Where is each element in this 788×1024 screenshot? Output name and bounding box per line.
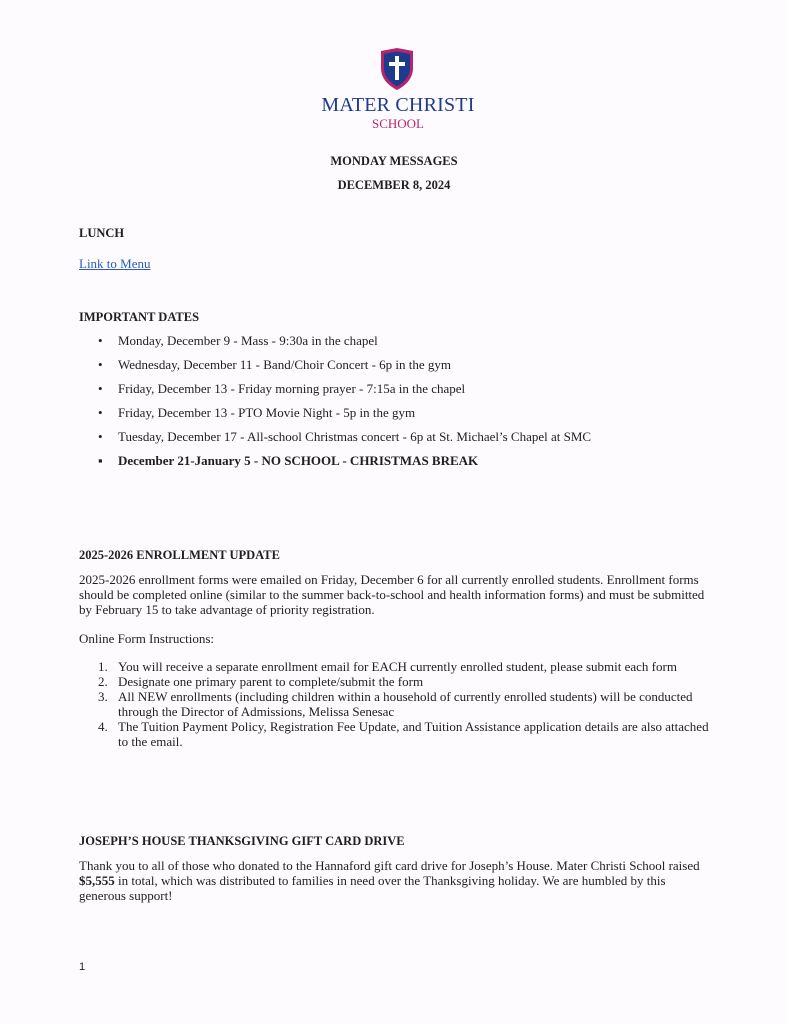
bullet: •	[98, 405, 103, 420]
logo-school-name: MATER CHRISTI	[321, 94, 475, 116]
date-item	[79, 405, 719, 429]
instruction-step-text: Designate one primary parent to complete/submit the form	[118, 674, 424, 689]
logo-school-subtitle: SCHOOL	[371, 116, 424, 131]
instruction-step-text: All NEW enrollments (including children within a household of currently enrolled students) will be conducted through the Director of Admissions, Melissa Senesac	[118, 689, 693, 719]
date-item	[79, 333, 719, 357]
bullet: •	[98, 333, 103, 348]
bullet: •	[98, 429, 103, 444]
gift-drive-amount: $5,555	[79, 873, 115, 888]
page-title: MONDAY MESSAGES	[330, 154, 458, 168]
date-item-text: Monday, December 9 - Mass - 9:30a in the chapel	[118, 333, 378, 348]
school-logo	[318, 48, 478, 132]
date-item-break	[79, 453, 719, 477]
instruction-step: 3. All NEW enrollments (including children within a household of currently enrolled students) will be conducted through the Director of Admissions, Melissa Senesac	[98, 689, 693, 719]
date-item-text: Wednesday, December 11 - Band/Choir Concert - 6p in the gym	[118, 357, 452, 372]
date-item-text: Tuesday, December 17 - All-school Christmas concert - 6p at St. Michael’s Chapel at SMC	[118, 429, 592, 444]
instruction-step-text: The Tuition Payment Policy, Registration Fee Update, and Tuition Assistance application details are also attached to the email.	[118, 719, 709, 749]
menu-link[interactable]: Link to Menu	[79, 256, 151, 271]
instruction-step: 4. The Tuition Payment Policy, Registration Fee Update, and Tuition Assistance application details are also attached to the email.	[98, 719, 709, 749]
enrollment-body: 2025-2026 enrollment forms were emailed on Friday, December 6 for all currently enrolled students. Enrollment forms should be completed online (similar to the summer back-to-school and health information forms) and must be submitted by February 15 to take advantage of priority registration.	[79, 572, 705, 617]
date-item	[79, 381, 719, 405]
lunch-heading: LUNCH	[79, 226, 125, 240]
instruction-step-text: You will receive a separate enrollment email for EACH currently enrolled student, please submit each form	[118, 659, 677, 674]
instruction-step: 1. You will receive a separate enrollment email for EACH currently enrolled student, please submit each form	[98, 659, 677, 674]
gift-drive-text: in total, which was distributed to families in need over the Thanksgiving holiday. We are humbled by this generous support!	[79, 873, 666, 903]
date-item-text: Friday, December 13 - Friday morning prayer - 7:15a in the chapel	[118, 381, 466, 396]
bullet: •	[98, 357, 103, 372]
page-number: 1	[79, 961, 86, 973]
enrollment-heading: 2025-2026 ENROLLMENT UPDATE	[79, 548, 280, 562]
important-dates-list	[79, 333, 719, 477]
gift-drive-body	[79, 858, 715, 903]
gift-drive-text: Thank you to all of those who donated to the Hannaford gift card drive for Joseph’s House. Mater Christi School raised	[79, 858, 700, 873]
cross-shield-icon	[379, 48, 415, 90]
gift-drive-heading: JOSEPH’S HOUSE THANKSGIVING GIFT CARD DRIVE	[79, 834, 405, 848]
date-item	[79, 429, 719, 453]
important-dates-heading: IMPORTANT DATES	[79, 310, 200, 324]
date-item-text: December 21-January 5 - NO SCHOOL - CHRISTMAS BREAK	[118, 453, 479, 468]
instructions-label: Online Form Instructions:	[79, 631, 215, 646]
date-item	[79, 357, 719, 381]
page-date: DECEMBER 8, 2024	[337, 178, 451, 192]
instructions-list	[79, 659, 715, 749]
date-item-text: Friday, December 13 - PTO Movie Night - 5p in the gym	[118, 405, 416, 420]
bullet: •	[98, 381, 103, 396]
bullet: ▪	[98, 453, 103, 468]
instruction-step: 2. Designate one primary parent to complete/submit the form	[98, 674, 424, 689]
